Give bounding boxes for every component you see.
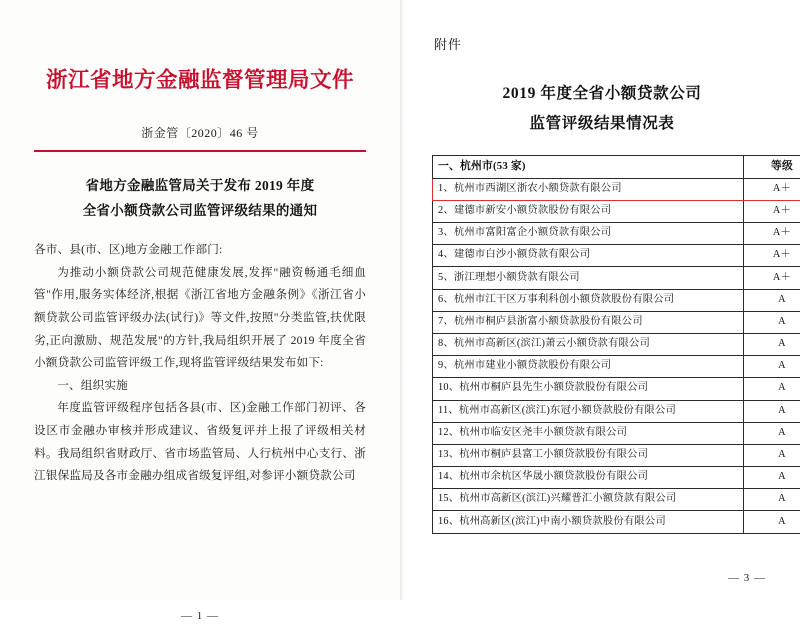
company-name-cell: 4、建德市白沙小额贷款有限公司 (433, 245, 744, 267)
grade-cell: A (744, 444, 800, 466)
document-title-line-1: 省地方金融监管局关于发布 2019 年度 (34, 174, 366, 199)
table-title-line-2: 监管评级结果情况表 (432, 109, 772, 139)
document-number: 浙金管〔2020〕46 号 (34, 124, 366, 141)
company-name-cell: 2、建德市新安小额贷款股份有限公司 (433, 200, 744, 222)
company-name-cell: 13、杭州市桐庐县富工小额贷款股份有限公司 (433, 444, 744, 466)
table-row (433, 422, 800, 444)
company-name-cell: 15、杭州市高新区(滨江)兴耀普汇小额贷款有限公司 (433, 489, 744, 511)
table-row (433, 333, 800, 355)
table-header-row (433, 156, 800, 178)
company-name-cell: 11、杭州市高新区(滨江)东冠小额贷款股份有限公司 (433, 400, 744, 422)
grade-cell: A＋ (744, 200, 800, 222)
grade-cell: A (744, 289, 800, 311)
table-row (433, 511, 800, 533)
table-row (433, 289, 800, 311)
table-row (433, 245, 800, 267)
grade-cell: A (744, 489, 800, 511)
document-title (34, 174, 366, 224)
company-name-cell: 10、杭州市桐庐县先生小额贷款股份有限公司 (433, 378, 744, 400)
document-title-line-2: 全省小额贷款公司监管评级结果的通知 (34, 199, 366, 224)
grade-cell: A (744, 422, 800, 444)
body-paragraph: 年度监管评级程序包括各县(市、区)金融工作部门初评、各设区市金融办审核并形成建议、省级复评并上报了评级相关材料。我局组织省财政厅、省市场监管局、人行杭州中心支行、浙江银保监局及各市金融办组成省级复评组,对参评小额贷款公司 (34, 397, 366, 487)
table-row (433, 356, 800, 378)
grade-cell: A (744, 311, 800, 333)
column-header-grade: 等级 (744, 156, 800, 178)
company-name-cell: 12、杭州市临安区尧丰小额贷款有限公司 (433, 422, 744, 444)
attachment-label: 附件 (434, 34, 772, 53)
company-name-cell: 5、浙江理想小额贷款有限公司 (433, 267, 744, 289)
left-document-page (0, 0, 400, 600)
grade-cell: A (744, 400, 800, 422)
table-row (433, 400, 800, 422)
table-title-line-1: 2019 年度全省小额贷款公司 (432, 79, 772, 109)
table-row (433, 467, 800, 489)
grade-cell: A＋ (744, 267, 800, 289)
table-row (433, 489, 800, 511)
right-document-page (404, 0, 800, 600)
grade-cell: A＋ (744, 178, 800, 200)
company-name-cell: 9、杭州市建业小额贷款股份有限公司 (433, 356, 744, 378)
company-name-cell: 7、杭州市桐庐县浙富小额贷款股份有限公司 (433, 311, 744, 333)
document-body (34, 239, 366, 488)
left-document-content (34, 68, 366, 628)
grade-cell: A (744, 467, 800, 489)
rating-results-table (432, 155, 800, 533)
grade-cell: A (744, 378, 800, 400)
table-row (433, 444, 800, 466)
left-page-number: — 1 — (34, 610, 366, 622)
issuing-authority-header: 浙江省地方金融监督管理局文件 (34, 68, 366, 94)
company-name-cell: 8、杭州市高新区(滨江)萧云小额贷款有限公司 (433, 333, 744, 355)
body-paragraph: 一、组织实施 (34, 375, 366, 398)
right-document-content (432, 34, 772, 598)
body-paragraph: 为推动小额贷款公司规范健康发展,发挥"融资畅通毛细血管"作用,服务实体经济,根据《浙江省地方金融条例》《浙江省小额贷款公司监管评级办法(试行)》等文件,按照"分类监管,扶优限劣,正向激励、规范发展"的方针,我局组织开展了 2019 年度全省小额贷款公司监管评级工作,现将监管评级结果发布如下: (34, 262, 366, 375)
grade-cell: A＋ (744, 245, 800, 267)
grade-cell: A＋ (744, 223, 800, 245)
grade-cell: A (744, 333, 800, 355)
rating-table-body (433, 156, 800, 533)
right-page-number: — 3 — (728, 572, 766, 584)
company-name-cell: 14、杭州市余杭区华晟小额贷款股份有限公司 (433, 467, 744, 489)
grade-cell: A (744, 511, 800, 533)
red-divider-rule (34, 150, 366, 153)
table-title (432, 79, 772, 139)
company-name-cell: 6、杭州市江干区万事利科创小额贷款股份有限公司 (433, 289, 744, 311)
body-paragraph: 各市、县(市、区)地方金融工作部门: (34, 239, 366, 262)
column-header-region: 一、杭州市(53 家) (433, 156, 744, 178)
table-row (433, 178, 800, 200)
company-name-cell: 3、杭州市富阳富企小额贷款有限公司 (433, 223, 744, 245)
table-row (433, 200, 800, 222)
table-row (433, 267, 800, 289)
grade-cell: A (744, 356, 800, 378)
table-row (433, 311, 800, 333)
table-row (433, 223, 800, 245)
table-row (433, 378, 800, 400)
company-name-cell: 1、杭州市西湖区浙农小额贷款有限公司 (433, 178, 744, 200)
company-name-cell: 16、杭州高新区(滨江)中南小额贷款股份有限公司 (433, 511, 744, 533)
